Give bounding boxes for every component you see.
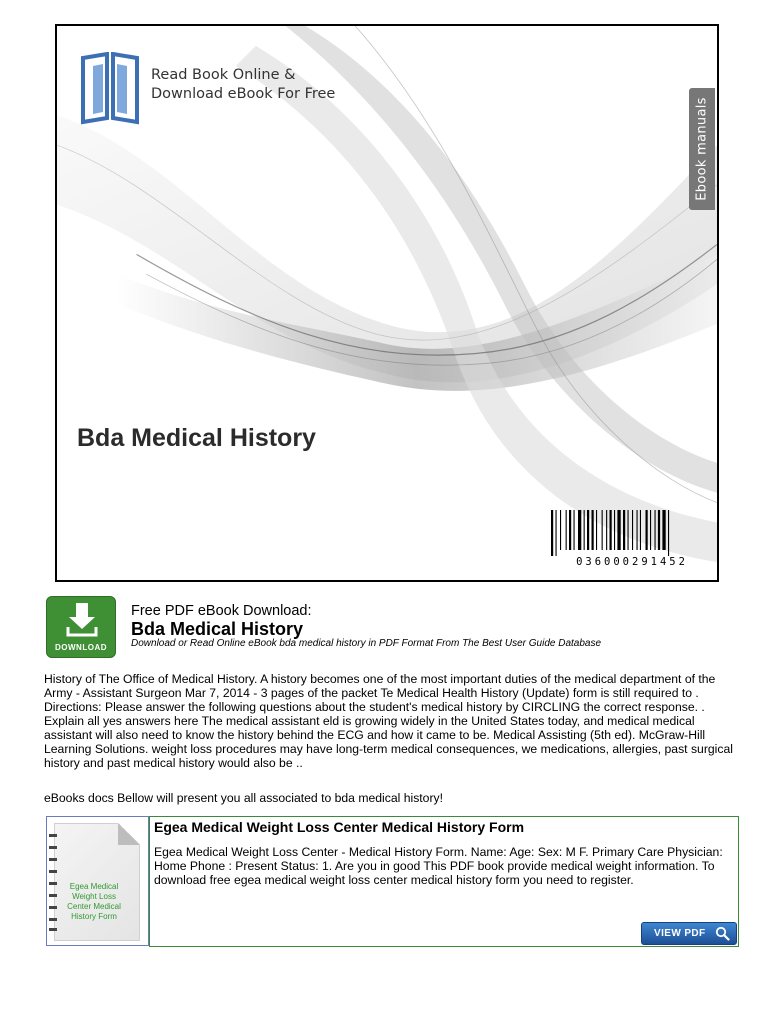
magnifier-icon <box>715 926 730 941</box>
ebook-manuals-tab <box>689 88 715 210</box>
spiral-binding-icon <box>49 832 57 932</box>
download-button[interactable] <box>46 596 116 658</box>
side-tab-label: Ebook manuals <box>694 97 710 201</box>
brand-line-2: Download eBook For Free <box>151 86 336 102</box>
thumbnail-page <box>54 823 140 941</box>
book-logo-icon <box>79 52 141 126</box>
intro-line: eBooks docs Bellow will present you all associated to bda medical history! <box>44 791 444 805</box>
download-label: DOWNLOAD <box>55 643 107 652</box>
download-arrow-icon <box>66 603 98 637</box>
listing-card <box>149 816 739 947</box>
brand-text <box>151 66 335 104</box>
summary-paragraph: History of The Office of Medical History. A history becomes one of the most important duties of the medical department of the Army - Assistant Surgeon Mar 7, 2014 - 3 pages of the packet Te Medical Health History (Update) form is still required to . Directions: Please answer the following questions about the student's medical history by CIRCLING the correct response. . Explain all yes answers here The medical assistant eld is growing widely in the United States today, and medical medical assistant will also need to know the history behind the ECG and how it came to be. Medical Assisting (5th ed). McGraw-Hill Learning Solutions. weight loss procedures may have long-term medical consequences, we medications, allergies, past surgical history and past medical history would also be .. <box>44 672 733 770</box>
listing-description: Egea Medical Weight Loss Center - Medical History Form. Name: Age: Sex: M F. Primary Care Physician: Home Phone : Present Status: 1. Are you in good This PDF book provide medical weight information. To download free egea medical weight loss center medical history form you need to register. <box>154 845 723 887</box>
view-pdf-button[interactable] <box>641 922 737 945</box>
brand <box>79 52 335 126</box>
listing-thumbnail[interactable] <box>46 816 149 946</box>
book-subtitle: Download or Read Online eBook bda medical history in PDF Format From The Best User Guide Database <box>131 638 602 649</box>
barcode <box>549 510 715 572</box>
free-pdf-heading: Free PDF eBook Download: <box>131 603 312 619</box>
cover-title: Bda Medical History <box>77 424 316 452</box>
ebook-cover <box>55 24 719 582</box>
page-fold-icon <box>118 823 140 845</box>
thumbnail-caption: Egea Medical Weight Loss Center Medical History Form <box>67 882 121 921</box>
brand-line-1: Read Book Online & <box>151 67 296 83</box>
barcode-bars-icon <box>549 510 715 556</box>
listing-title[interactable]: Egea Medical Weight Loss Center Medical History Form <box>154 819 525 835</box>
book-title: Bda Medical History <box>131 619 304 639</box>
view-pdf-label: VIEW PDF <box>654 928 706 939</box>
barcode-digits: 036000291452 <box>576 556 688 568</box>
